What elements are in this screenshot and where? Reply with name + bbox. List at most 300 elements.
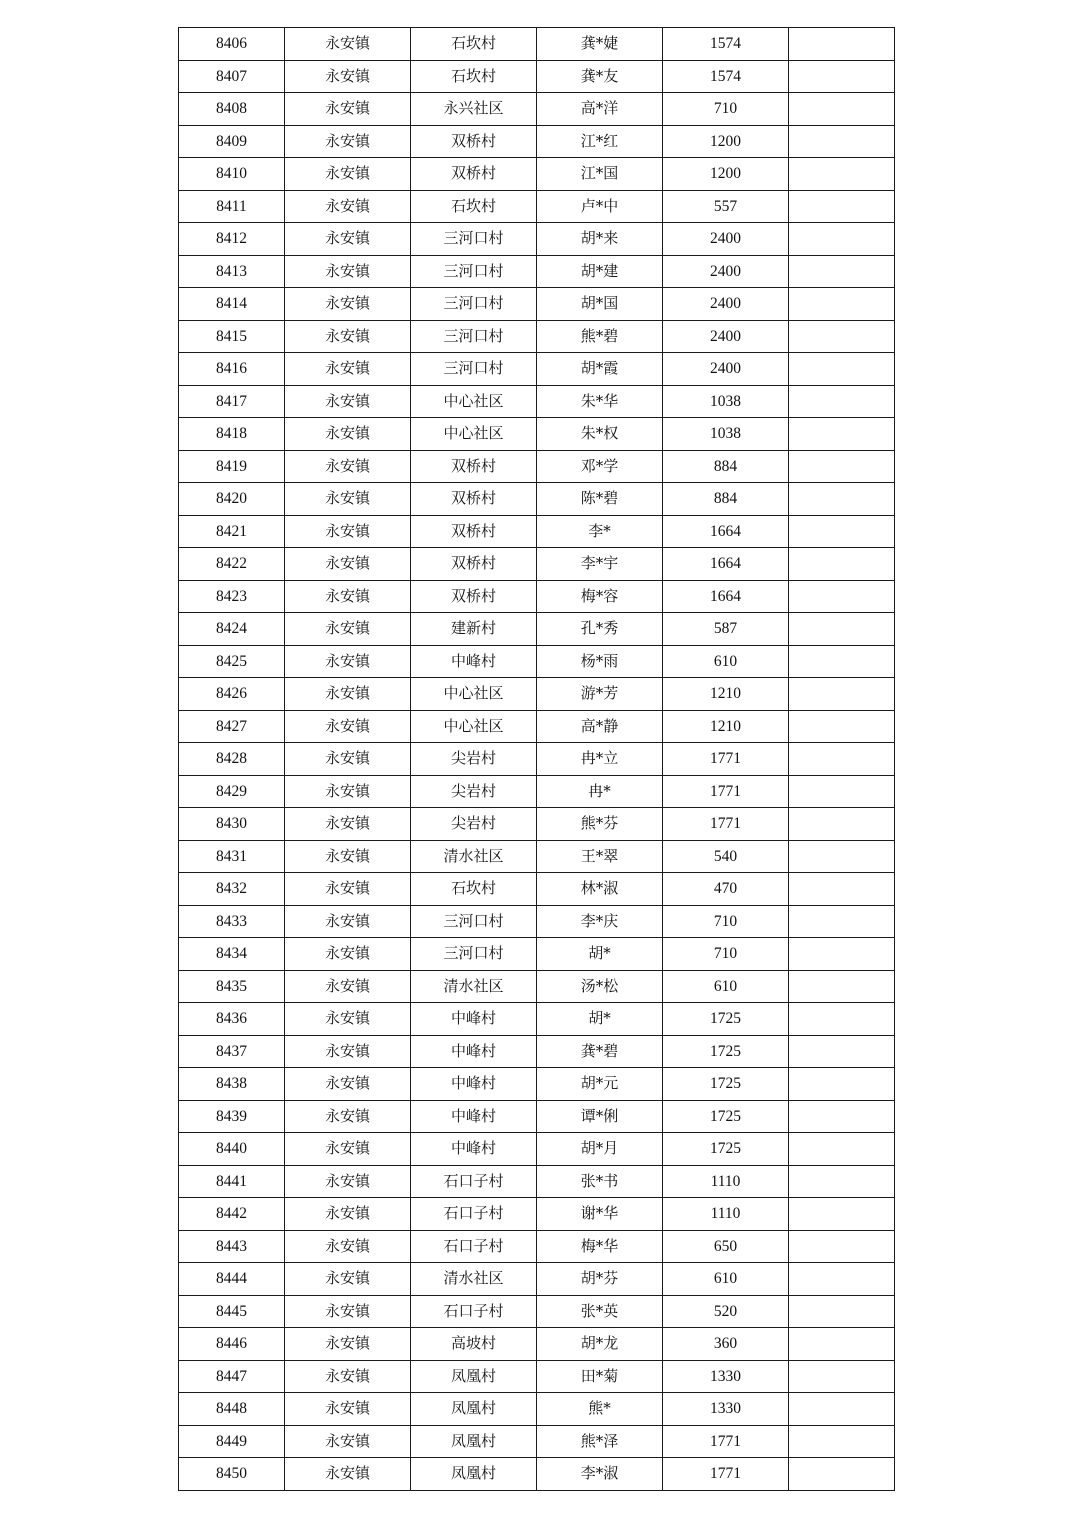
cell-village: 石坎村 — [411, 28, 537, 61]
cell-id: 8416 — [179, 353, 285, 386]
table-row — [179, 873, 895, 906]
cell-name: 胡*龙 — [537, 1328, 663, 1361]
cell-village: 三河口村 — [411, 938, 537, 971]
cell-amount: 884 — [663, 450, 789, 483]
cell-note — [789, 645, 895, 678]
cell-village: 中峰村 — [411, 1100, 537, 1133]
cell-village: 尖岩村 — [411, 808, 537, 841]
cell-amount: 360 — [663, 1328, 789, 1361]
cell-amount: 610 — [663, 970, 789, 1003]
table-row — [179, 1393, 895, 1426]
cell-note — [789, 1100, 895, 1133]
cell-note — [789, 93, 895, 126]
cell-village: 三河口村 — [411, 255, 537, 288]
cell-amount: 2400 — [663, 223, 789, 256]
cell-amount: 1210 — [663, 678, 789, 711]
cell-name: 李*庆 — [537, 905, 663, 938]
cell-amount: 1725 — [663, 1100, 789, 1133]
cell-name: 谭*俐 — [537, 1100, 663, 1133]
table-row — [179, 905, 895, 938]
cell-name: 熊*芬 — [537, 808, 663, 841]
cell-note — [789, 1458, 895, 1491]
cell-village: 凤凰村 — [411, 1360, 537, 1393]
cell-note — [789, 873, 895, 906]
cell-village: 中峰村 — [411, 1035, 537, 1068]
cell-name: 高*洋 — [537, 93, 663, 126]
cell-id: 8418 — [179, 418, 285, 451]
table-row — [179, 645, 895, 678]
cell-name: 林*淑 — [537, 873, 663, 906]
table-row — [179, 483, 895, 516]
cell-amount: 2400 — [663, 255, 789, 288]
cell-note — [789, 1295, 895, 1328]
cell-village: 石坎村 — [411, 60, 537, 93]
table-row — [179, 1100, 895, 1133]
cell-note — [789, 710, 895, 743]
cell-amount: 650 — [663, 1230, 789, 1263]
table-row — [179, 938, 895, 971]
cell-town: 永安镇 — [285, 1295, 411, 1328]
cell-name: 游*芳 — [537, 678, 663, 711]
table-row — [179, 1003, 895, 1036]
cell-id: 8427 — [179, 710, 285, 743]
cell-name: 卢*中 — [537, 190, 663, 223]
table-row — [179, 255, 895, 288]
cell-note — [789, 938, 895, 971]
cell-town: 永安镇 — [285, 775, 411, 808]
cell-name: 龚*友 — [537, 60, 663, 93]
cell-amount: 710 — [663, 93, 789, 126]
cell-town: 永安镇 — [285, 678, 411, 711]
cell-name: 胡* — [537, 1003, 663, 1036]
cell-name: 张*书 — [537, 1165, 663, 1198]
cell-town: 永安镇 — [285, 938, 411, 971]
cell-village: 三河口村 — [411, 353, 537, 386]
table-row — [179, 353, 895, 386]
table-row — [179, 60, 895, 93]
cell-town: 永安镇 — [285, 288, 411, 321]
table-row — [179, 450, 895, 483]
cell-village: 石口子村 — [411, 1198, 537, 1231]
cell-note — [789, 1425, 895, 1458]
cell-note — [789, 418, 895, 451]
cell-amount: 1725 — [663, 1035, 789, 1068]
cell-name: 熊*泽 — [537, 1425, 663, 1458]
table-row — [179, 1035, 895, 1068]
cell-town: 永安镇 — [285, 93, 411, 126]
cell-town: 永安镇 — [285, 840, 411, 873]
cell-id: 8438 — [179, 1068, 285, 1101]
cell-town: 永安镇 — [285, 613, 411, 646]
cell-id: 8433 — [179, 905, 285, 938]
cell-amount: 2400 — [663, 353, 789, 386]
cell-town: 永安镇 — [285, 873, 411, 906]
cell-note — [789, 1393, 895, 1426]
cell-note — [789, 1263, 895, 1296]
cell-name: 胡*元 — [537, 1068, 663, 1101]
cell-id: 8443 — [179, 1230, 285, 1263]
cell-name: 龚*碧 — [537, 1035, 663, 1068]
table-row — [179, 710, 895, 743]
cell-village: 石口子村 — [411, 1165, 537, 1198]
cell-amount: 1771 — [663, 1425, 789, 1458]
cell-note — [789, 288, 895, 321]
table-row — [179, 840, 895, 873]
cell-id: 8447 — [179, 1360, 285, 1393]
cell-note — [789, 385, 895, 418]
cell-name: 田*菊 — [537, 1360, 663, 1393]
cell-id: 8449 — [179, 1425, 285, 1458]
cell-name: 陈*碧 — [537, 483, 663, 516]
cell-amount: 1200 — [663, 125, 789, 158]
cell-town: 永安镇 — [285, 60, 411, 93]
cell-name: 龚*婕 — [537, 28, 663, 61]
cell-town: 永安镇 — [285, 548, 411, 581]
table-row — [179, 93, 895, 126]
cell-id: 8410 — [179, 158, 285, 191]
cell-village: 凤凰村 — [411, 1425, 537, 1458]
cell-town: 永安镇 — [285, 385, 411, 418]
table-row — [179, 775, 895, 808]
cell-note — [789, 1198, 895, 1231]
cell-village: 清水社区 — [411, 970, 537, 1003]
cell-village: 双桥村 — [411, 580, 537, 613]
cell-village: 三河口村 — [411, 288, 537, 321]
cell-amount: 557 — [663, 190, 789, 223]
cell-id: 8431 — [179, 840, 285, 873]
cell-town: 永安镇 — [285, 645, 411, 678]
cell-name: 朱*华 — [537, 385, 663, 418]
cell-id: 8408 — [179, 93, 285, 126]
cell-name: 李* — [537, 515, 663, 548]
cell-town: 永安镇 — [285, 353, 411, 386]
cell-id: 8444 — [179, 1263, 285, 1296]
cell-note — [789, 808, 895, 841]
cell-id: 8450 — [179, 1458, 285, 1491]
cell-id: 8428 — [179, 743, 285, 776]
cell-name: 胡*月 — [537, 1133, 663, 1166]
cell-id: 8407 — [179, 60, 285, 93]
cell-amount: 1038 — [663, 418, 789, 451]
cell-name: 杨*雨 — [537, 645, 663, 678]
cell-town: 永安镇 — [285, 223, 411, 256]
table-row — [179, 1295, 895, 1328]
data-table — [178, 27, 895, 1491]
cell-village: 凤凰村 — [411, 1393, 537, 1426]
cell-note — [789, 158, 895, 191]
cell-town: 永安镇 — [285, 515, 411, 548]
cell-town: 永安镇 — [285, 190, 411, 223]
cell-village: 高坡村 — [411, 1328, 537, 1361]
table-row — [179, 1263, 895, 1296]
cell-name: 朱*权 — [537, 418, 663, 451]
table-row — [179, 743, 895, 776]
cell-note — [789, 580, 895, 613]
cell-id: 8411 — [179, 190, 285, 223]
table-row — [179, 1165, 895, 1198]
cell-amount: 610 — [663, 1263, 789, 1296]
table-row — [179, 418, 895, 451]
cell-id: 8426 — [179, 678, 285, 711]
cell-village: 双桥村 — [411, 483, 537, 516]
cell-amount: 1725 — [663, 1003, 789, 1036]
cell-name: 冉* — [537, 775, 663, 808]
cell-amount: 1725 — [663, 1133, 789, 1166]
table-row — [179, 1458, 895, 1491]
cell-name: 胡*芬 — [537, 1263, 663, 1296]
table-body — [179, 28, 895, 1491]
cell-amount: 1664 — [663, 548, 789, 581]
cell-amount: 1771 — [663, 743, 789, 776]
cell-amount: 710 — [663, 938, 789, 971]
table-row — [179, 320, 895, 353]
cell-amount: 610 — [663, 645, 789, 678]
cell-id: 8445 — [179, 1295, 285, 1328]
cell-id: 8441 — [179, 1165, 285, 1198]
cell-id: 8446 — [179, 1328, 285, 1361]
cell-id: 8435 — [179, 970, 285, 1003]
cell-note — [789, 320, 895, 353]
cell-name: 胡*建 — [537, 255, 663, 288]
cell-amount: 1110 — [663, 1165, 789, 1198]
cell-name: 邓*学 — [537, 450, 663, 483]
cell-note — [789, 970, 895, 1003]
table-row — [179, 223, 895, 256]
cell-name: 李*宇 — [537, 548, 663, 581]
cell-village: 石口子村 — [411, 1230, 537, 1263]
cell-village: 中心社区 — [411, 678, 537, 711]
table-row — [179, 580, 895, 613]
cell-town: 永安镇 — [285, 255, 411, 288]
table-row — [179, 613, 895, 646]
cell-amount: 540 — [663, 840, 789, 873]
cell-amount: 1210 — [663, 710, 789, 743]
cell-town: 永安镇 — [285, 743, 411, 776]
cell-note — [789, 353, 895, 386]
cell-town: 永安镇 — [285, 1393, 411, 1426]
cell-village: 清水社区 — [411, 840, 537, 873]
cell-town: 永安镇 — [285, 28, 411, 61]
cell-id: 8421 — [179, 515, 285, 548]
cell-village: 双桥村 — [411, 125, 537, 158]
cell-village: 中峰村 — [411, 1003, 537, 1036]
cell-name: 胡*国 — [537, 288, 663, 321]
cell-name: 汤*松 — [537, 970, 663, 1003]
cell-id: 8440 — [179, 1133, 285, 1166]
cell-name: 熊*碧 — [537, 320, 663, 353]
cell-id: 8448 — [179, 1393, 285, 1426]
table-row — [179, 1068, 895, 1101]
cell-id: 8439 — [179, 1100, 285, 1133]
cell-village: 三河口村 — [411, 223, 537, 256]
table-row — [179, 808, 895, 841]
cell-town: 永安镇 — [285, 1035, 411, 1068]
cell-id: 8409 — [179, 125, 285, 158]
cell-amount: 587 — [663, 613, 789, 646]
cell-town: 永安镇 — [285, 1230, 411, 1263]
cell-town: 永安镇 — [285, 450, 411, 483]
cell-amount: 1664 — [663, 515, 789, 548]
cell-name: 熊* — [537, 1393, 663, 1426]
cell-town: 永安镇 — [285, 1263, 411, 1296]
table-row — [179, 385, 895, 418]
table-row — [179, 190, 895, 223]
cell-note — [789, 1133, 895, 1166]
cell-town: 永安镇 — [285, 483, 411, 516]
cell-note — [789, 450, 895, 483]
cell-village: 建新村 — [411, 613, 537, 646]
cell-town: 永安镇 — [285, 1068, 411, 1101]
table-row — [179, 28, 895, 61]
table-row — [179, 1328, 895, 1361]
table-row — [179, 548, 895, 581]
cell-town: 永安镇 — [285, 418, 411, 451]
cell-amount: 520 — [663, 1295, 789, 1328]
cell-town: 永安镇 — [285, 710, 411, 743]
cell-town: 永安镇 — [285, 808, 411, 841]
cell-town: 永安镇 — [285, 125, 411, 158]
cell-name: 高*静 — [537, 710, 663, 743]
cell-note — [789, 255, 895, 288]
cell-town: 永安镇 — [285, 1100, 411, 1133]
cell-village: 中峰村 — [411, 1133, 537, 1166]
cell-village: 双桥村 — [411, 450, 537, 483]
cell-note — [789, 743, 895, 776]
cell-amount: 1771 — [663, 1458, 789, 1491]
cell-amount: 470 — [663, 873, 789, 906]
cell-id: 8429 — [179, 775, 285, 808]
cell-village: 中心社区 — [411, 385, 537, 418]
cell-note — [789, 60, 895, 93]
cell-id: 8432 — [179, 873, 285, 906]
cell-note — [789, 1035, 895, 1068]
cell-id: 8434 — [179, 938, 285, 971]
cell-note — [789, 28, 895, 61]
cell-town: 永安镇 — [285, 1425, 411, 1458]
table-row — [179, 1425, 895, 1458]
cell-note — [789, 125, 895, 158]
cell-town: 永安镇 — [285, 158, 411, 191]
cell-village: 中心社区 — [411, 710, 537, 743]
cell-name: 孔*秀 — [537, 613, 663, 646]
cell-name: 梅*华 — [537, 1230, 663, 1263]
cell-amount: 1771 — [663, 775, 789, 808]
table-row — [179, 288, 895, 321]
cell-id: 8425 — [179, 645, 285, 678]
cell-name: 胡* — [537, 938, 663, 971]
cell-town: 永安镇 — [285, 580, 411, 613]
cell-town: 永安镇 — [285, 905, 411, 938]
cell-name: 江*国 — [537, 158, 663, 191]
cell-note — [789, 548, 895, 581]
cell-id: 8436 — [179, 1003, 285, 1036]
cell-amount: 1771 — [663, 808, 789, 841]
cell-id: 8419 — [179, 450, 285, 483]
cell-id: 8423 — [179, 580, 285, 613]
cell-amount: 2400 — [663, 288, 789, 321]
cell-id: 8406 — [179, 28, 285, 61]
cell-town: 永安镇 — [285, 1003, 411, 1036]
cell-note — [789, 223, 895, 256]
cell-note — [789, 840, 895, 873]
cell-village: 中峰村 — [411, 1068, 537, 1101]
cell-id: 8442 — [179, 1198, 285, 1231]
cell-town: 永安镇 — [285, 1328, 411, 1361]
cell-note — [789, 1165, 895, 1198]
cell-name: 王*翠 — [537, 840, 663, 873]
cell-village: 凤凰村 — [411, 1458, 537, 1491]
cell-note — [789, 1328, 895, 1361]
cell-name: 胡*来 — [537, 223, 663, 256]
cell-note — [789, 515, 895, 548]
cell-town: 永安镇 — [285, 320, 411, 353]
cell-village: 中心社区 — [411, 418, 537, 451]
cell-village: 三河口村 — [411, 320, 537, 353]
table-row — [179, 1198, 895, 1231]
cell-note — [789, 1068, 895, 1101]
cell-note — [789, 613, 895, 646]
cell-note — [789, 775, 895, 808]
cell-note — [789, 678, 895, 711]
cell-village: 中峰村 — [411, 645, 537, 678]
cell-name: 谢*华 — [537, 1198, 663, 1231]
cell-amount: 1330 — [663, 1360, 789, 1393]
cell-amount: 1574 — [663, 28, 789, 61]
cell-note — [789, 1230, 895, 1263]
cell-id: 8414 — [179, 288, 285, 321]
cell-id: 8420 — [179, 483, 285, 516]
cell-note — [789, 483, 895, 516]
cell-village: 尖岩村 — [411, 743, 537, 776]
cell-name: 冉*立 — [537, 743, 663, 776]
cell-amount: 1200 — [663, 158, 789, 191]
table-row — [179, 1133, 895, 1166]
cell-id: 8412 — [179, 223, 285, 256]
cell-amount: 1038 — [663, 385, 789, 418]
cell-village: 双桥村 — [411, 158, 537, 191]
cell-name: 李*淑 — [537, 1458, 663, 1491]
table-row — [179, 970, 895, 1003]
table-row — [179, 125, 895, 158]
table-row — [179, 158, 895, 191]
cell-village: 清水社区 — [411, 1263, 537, 1296]
cell-note — [789, 1360, 895, 1393]
cell-amount: 710 — [663, 905, 789, 938]
cell-village: 三河口村 — [411, 905, 537, 938]
cell-amount: 1110 — [663, 1198, 789, 1231]
cell-village: 永兴社区 — [411, 93, 537, 126]
table-row — [179, 1230, 895, 1263]
cell-village: 双桥村 — [411, 548, 537, 581]
cell-village: 石坎村 — [411, 873, 537, 906]
cell-village: 石坎村 — [411, 190, 537, 223]
cell-town: 永安镇 — [285, 1360, 411, 1393]
cell-id: 8415 — [179, 320, 285, 353]
cell-town: 永安镇 — [285, 1198, 411, 1231]
cell-note — [789, 905, 895, 938]
cell-name: 梅*容 — [537, 580, 663, 613]
cell-id: 8430 — [179, 808, 285, 841]
cell-amount: 1330 — [663, 1393, 789, 1426]
cell-note — [789, 1003, 895, 1036]
cell-village: 双桥村 — [411, 515, 537, 548]
cell-id: 8424 — [179, 613, 285, 646]
table-row — [179, 515, 895, 548]
cell-amount: 1725 — [663, 1068, 789, 1101]
cell-id: 8437 — [179, 1035, 285, 1068]
cell-id: 8413 — [179, 255, 285, 288]
cell-village: 石口子村 — [411, 1295, 537, 1328]
